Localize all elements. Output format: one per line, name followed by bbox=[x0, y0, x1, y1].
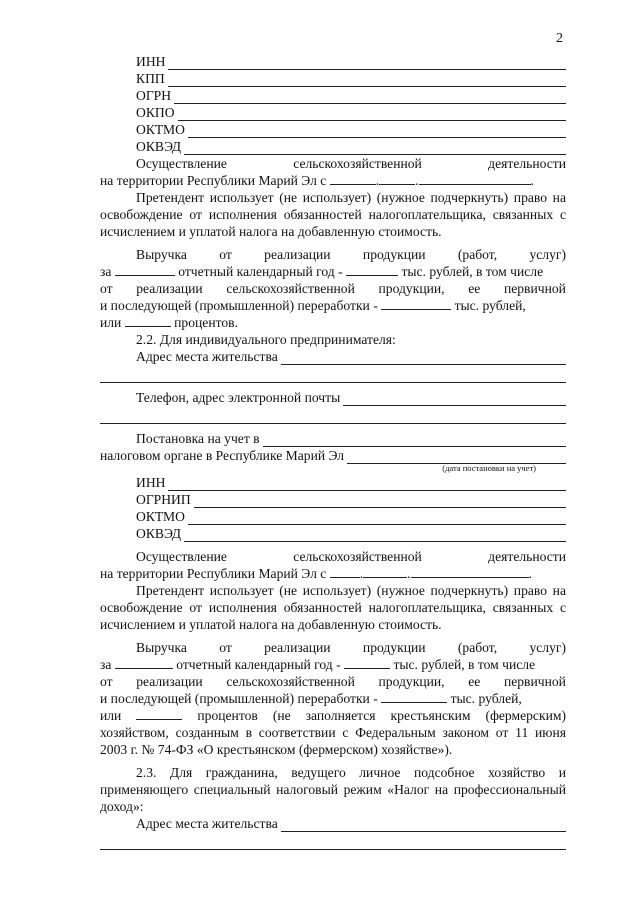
registration-date-caption: (дата постановки на учет) bbox=[442, 463, 536, 473]
ip-processing-amount-field[interactable] bbox=[381, 691, 447, 703]
date-month-field[interactable] bbox=[379, 173, 415, 185]
revenue-line-4: и последующей (промышленной) переработки - тыс. рублей, bbox=[100, 298, 526, 313]
ogrn-field[interactable] bbox=[174, 91, 566, 104]
ip-address-field[interactable] bbox=[281, 352, 566, 365]
revenue-line-3: от реализации сельскохозяйственной продукции, ее первичной bbox=[100, 281, 566, 296]
ip-ogrnip-field[interactable] bbox=[194, 495, 566, 508]
ip-vat-exemption-text: Претендент использует (не использует) (нужное подчеркнуть) право на освобождение от исполнения обязанностей налогоплательщика, связанных с исчислением и уплатой налога на добавленную стоимость. bbox=[100, 583, 566, 632]
revenue-line-2: за отчетный календарный год - тыс. рублей, в том числе bbox=[100, 264, 544, 279]
okved-field[interactable] bbox=[184, 142, 566, 155]
ip-address-field-line2[interactable] bbox=[100, 365, 566, 383]
ip-oktmo-field[interactable] bbox=[188, 512, 566, 525]
ip-revenue-amount-field[interactable] bbox=[344, 657, 390, 669]
ip-code-row-ogrnip: ОГРНИП bbox=[136, 491, 566, 508]
code-row-oktmo: ОКТМО bbox=[136, 121, 566, 138]
revenue-amount-field[interactable] bbox=[346, 264, 398, 276]
section-2-2-heading: 2.2. Для индивидуального предпринимателя: bbox=[136, 332, 396, 347]
date-day-field[interactable] bbox=[330, 173, 376, 185]
section-2-3-heading: 2.3. Для гражданина, ведущего личное подсобное хозяйство и применяющего специальный налоговый режим «Налог на профессиональный доход»: bbox=[100, 765, 566, 814]
ip-tax-office-field[interactable] bbox=[263, 434, 566, 447]
code-row-kpp: КПП bbox=[136, 70, 566, 87]
ip-phone-row: Телефон, адрес электронной почты bbox=[100, 389, 566, 406]
ip-okved-field[interactable] bbox=[184, 529, 566, 542]
citizen-address-field-line2[interactable] bbox=[100, 832, 566, 850]
ip-date-day-field[interactable] bbox=[330, 566, 360, 578]
activity-start-date: на территории Республики Марий Эл с . . . bbox=[100, 173, 534, 188]
ip-inn-field[interactable] bbox=[168, 478, 566, 491]
ip-revenue-line-2: за отчетный календарный год - тыс. рублей, в том числе bbox=[100, 657, 536, 672]
ip-date-year-field[interactable] bbox=[411, 566, 529, 578]
ip-code-row-inn: ИНН bbox=[136, 474, 566, 491]
vat-exemption-text: Претендент использует (не использует) (нужное подчеркнуть) право на освобождение от исполнения обязанностей налогоплательщика, связанных с исчислением и уплатой налога на добавленную стоимость. bbox=[100, 190, 566, 239]
ip-revenue-line-5: или процентов (не заполняется крестьянским (фермерским) хозяйством, созданным в соответствии с Федеральным законом от 11 июня 2003 г. № 74-ФЗ «О крестьянском (фермерском) хозяйстве»). bbox=[100, 708, 566, 757]
code-row-inn: ИНН bbox=[136, 53, 566, 70]
revenue-year-field[interactable] bbox=[115, 264, 175, 276]
code-row-okpo: ОКПО bbox=[136, 104, 566, 121]
ip-percent-field[interactable] bbox=[136, 708, 182, 720]
citizen-address-row: Адрес места жительства bbox=[100, 815, 566, 832]
ip-code-row-okved: ОКВЭД bbox=[136, 525, 566, 542]
ip-code-row-oktmo: ОКТМО bbox=[136, 508, 566, 525]
percent-field[interactable] bbox=[125, 315, 171, 327]
document-body bbox=[100, 53, 566, 850]
code-row-okved: ОКВЭД bbox=[136, 138, 566, 155]
revenue-line-1: Выручка от реализации продукции (работ, услуг) bbox=[136, 247, 566, 262]
page-number: 2 bbox=[556, 31, 563, 46]
ip-phone-field[interactable] bbox=[343, 393, 566, 406]
ip-activity-line: Осуществление сельскохозяйственной деятельности bbox=[136, 549, 566, 564]
ip-codes bbox=[100, 474, 566, 542]
ip-registration-row: Постановка на учет в bbox=[100, 430, 566, 447]
ip-phone-field-line2[interactable] bbox=[100, 406, 566, 424]
okpo-field[interactable] bbox=[178, 108, 566, 121]
ip-revenue-line-1: Выручка от реализации продукции (работ, услуг) bbox=[136, 640, 566, 655]
kpp-field[interactable] bbox=[168, 74, 566, 87]
inn-field[interactable] bbox=[168, 57, 566, 70]
ip-revenue-line-3: от реализации сельскохозяйственной продукции, ее первичной bbox=[100, 674, 566, 689]
date-year-field[interactable] bbox=[419, 173, 531, 185]
ip-revenue-year-field[interactable] bbox=[115, 657, 173, 669]
ip-address-row: Адрес места жительства bbox=[100, 348, 566, 365]
activity-line: Осуществление сельскохозяйственной деятельности bbox=[136, 156, 566, 171]
code-row-ogrn: ОГРН bbox=[136, 87, 566, 104]
citizen-address-field[interactable] bbox=[281, 819, 566, 832]
oktmo-field[interactable] bbox=[188, 125, 566, 138]
ip-revenue-line-4: и последующей (промышленной) переработки - тыс. рублей, bbox=[100, 691, 522, 706]
ip-registration-row-2: налоговом органе в Республике Марий Эл bbox=[100, 447, 566, 464]
revenue-line-5: или процентов. bbox=[100, 315, 238, 330]
ip-activity-start-date: на территории Республики Марий Эл с . . . bbox=[100, 566, 532, 581]
legal-entity-codes bbox=[100, 53, 566, 155]
processing-amount-field[interactable] bbox=[381, 298, 451, 310]
ip-date-month-field[interactable] bbox=[363, 566, 407, 578]
